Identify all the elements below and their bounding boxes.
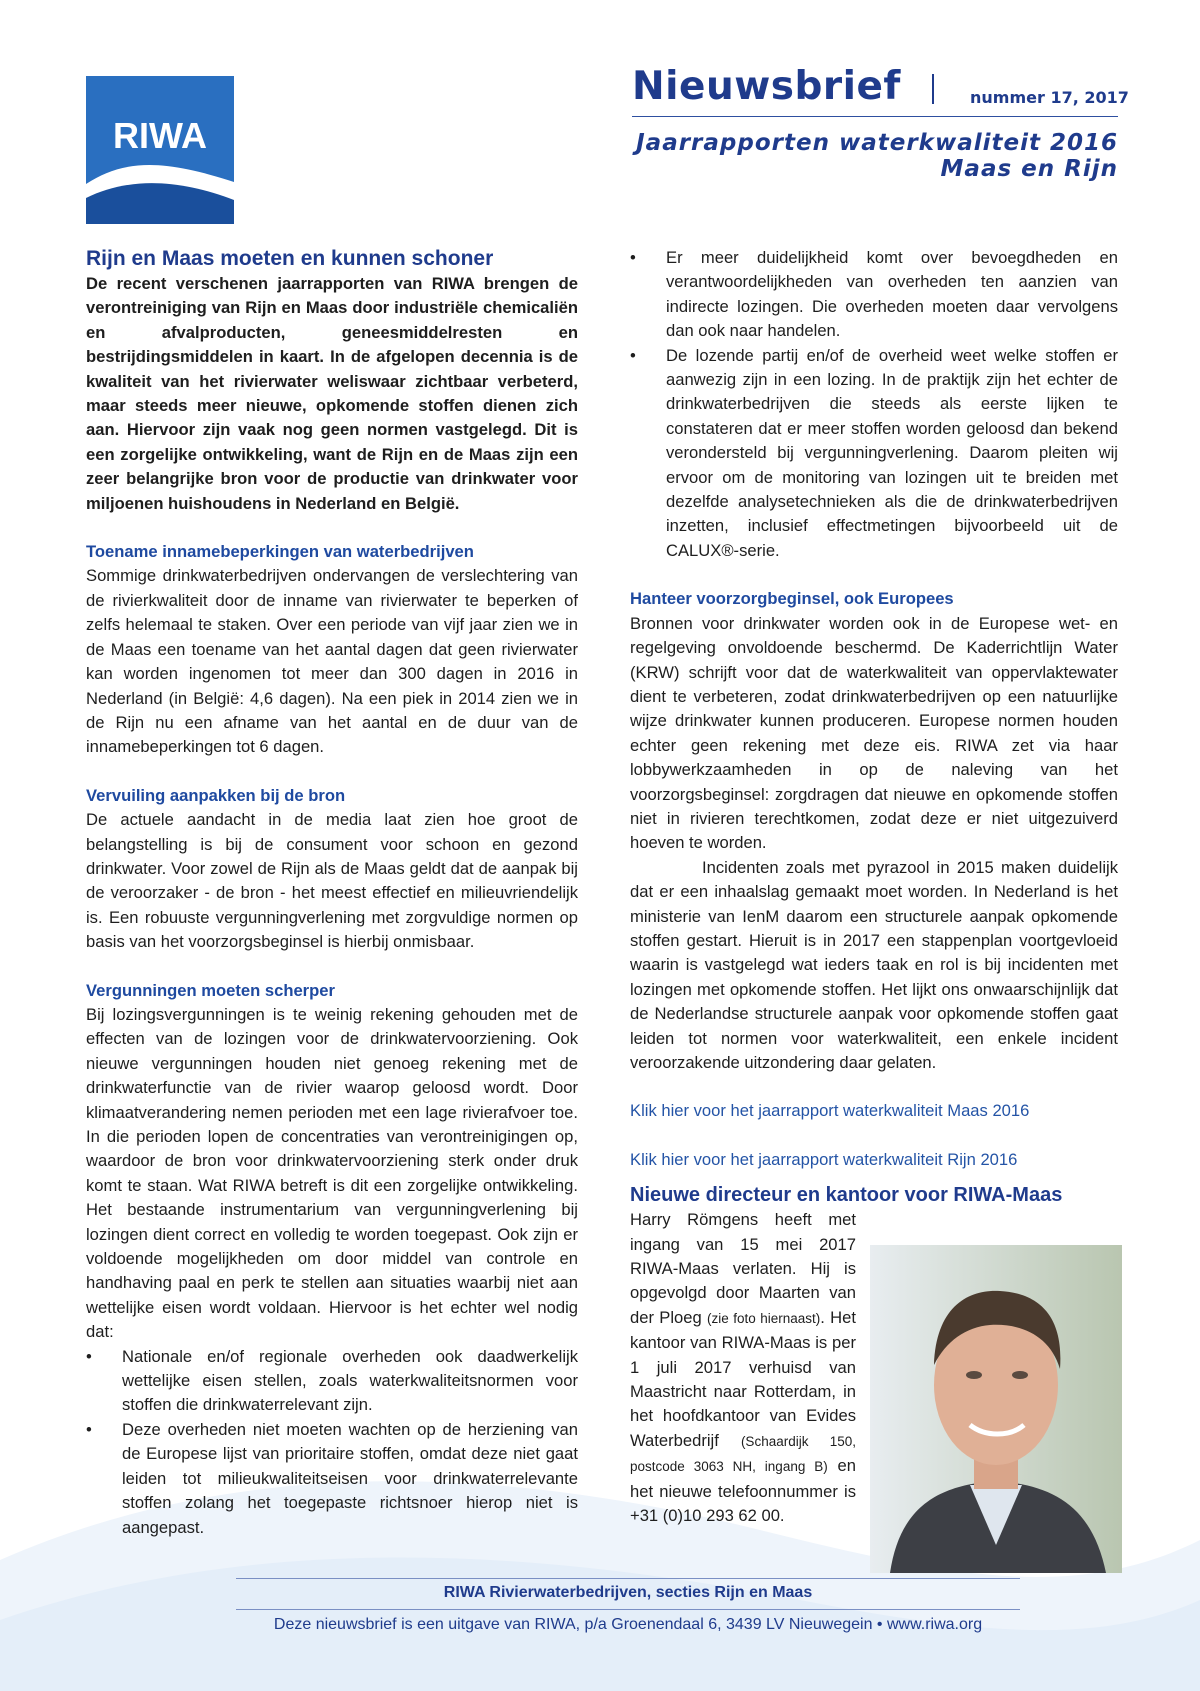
footer-rule-top (236, 1578, 1020, 1579)
section-heading-voorzorg: Hanteer voorzorgbeginsel, ook Europees (630, 589, 954, 609)
list-item: • Deze overheden niet moeten wachten op de herziening van de Europese lijst van prioritaire stoffen, omdat deze niet gaat leiden tot milieukwaliteitseisen voor drinkwaterrelevante stoffen zolang het toegepaste richtsnoer hierop niet is aangepast. (86, 1418, 578, 1540)
riwa-logo (86, 76, 234, 224)
section-text-voorzorg: Bronnen voor drinkwater worden ook in de Europese wet- en regelgeving onvoldoende beschermd. De Kaderrichtlijn Water (KRW) schrijft voor dat de waterkwaliteit van oppervlaktewater dient te verbeteren, zodat drinkwaterbedrijven op een natuurlijke wijze drinkwater kunnen produceren. Europese normen houden echter geen rekening met deze eis. RIWA zet via haar lobbywerkzaamheden in op de naleving van het voorzorgsbeginsel: zorgdragen dat nieuwe en opkomende stoffen niet in rivieren terechtkomen, zodat deze er niet uitgezuiverd hoeven te worden. (630, 613, 1118, 853)
footer-publisher: Deze nieuwsbrief is een uitgave van RIWA, p/a Groenendaal 6, 3439 LV Nieuwegein • www.riwa.org (273, 1616, 983, 1633)
list-item: • De lozende partij en/of de overheid weet welke stoffen er aanwezig zijn in een lozing. In de praktijk zijn het echter de drinkwaterbedrijven die steeds als eerste lijken te constateren dat er meer stoffen worden geloosd dan bekend verondersteld bij vergunningverlening. Daarom pleiten wij ervoor om de monitoring van lozingen uit te breiden met dezelfde analysetechnieken als die de drinkwaterbedrijven inzetten, inclusief effectmetingen bijvoorbeeld uit de CALUX®-serie. (630, 344, 1118, 564)
subtitle-line-1: Jaarrapporten waterkwaliteit 2016 (636, 130, 1118, 156)
newsletter-title: Nieuwsbrief (632, 64, 901, 109)
section-text-toename: Sommige drinkwaterbedrijven ondervangen de verslechtering van de rivierkwaliteit door de inname van rivierwater te beperken of zelfs helemaal te staken. Over een periode van vijf jaar zien we in de Maas een toename van het aantal dagen dat geen rivierwater kan worden ingenomen tot meer dan 300 dagen in 2016 in Nederland (in België: 4,6 dagen). Na een piek in 2014 zien we in de Rijn nu een afname van het aantal en de duur van de innamebeperkingen tot 6 dagen. (86, 566, 578, 757)
newsletter-subtitle (600, 130, 1118, 182)
list-item: • Er meer duidelijkheid komt over bevoegdheden en verantwoordelijkheden van overheden ten aanzien van indirecte lozingen. Die overheden moeten daar vervolgens dan ook naar handelen. (630, 246, 1118, 344)
section-heading-vergunningen: Vergunningen moeten scherper (86, 980, 335, 1000)
footer-organisation: RIWA Rivierwaterbedrijven, secties Rijn en Maas (443, 1584, 813, 1601)
header-rule (632, 116, 1118, 117)
svg-text:RIWA: RIWA (113, 115, 207, 156)
section-text-vervuiling: De actuele aandacht in de media laat zien hoe groot de belangstelling is bij de consument voor schoon en gezond drinkwater. Voor zowel de Rijn als de Maas geldt dat de aanpak bij de veroorzaker - de bron - het meest effectief en milieuvriendelijk is. Een robuuste vergunningverlening met zorgvuldige normen op basis van het voorzorgsbeginsel is hierbij onmisbaar. (86, 810, 578, 952)
issue-number: nummer 17, 2017 (970, 88, 1129, 107)
section-text-vergunningen: Bij lozingsvergunningen is te weinig rekening gehouden met de effecten van de lozingen voor de drinkwatervoorziening. Ook nieuwe vergunningen houden niet genoeg rekening met de drinkwaterfunctie van de rivier waarop geloosd wordt. Door klimaatverandering nemen perioden met een lage rivierafvoer toe. In die perioden lopen de concentraties van verontreinigingen op, waardoor de bron voor drinkwatervoorziening sterk onder druk komt te staan. Wat RIWA betreft is dit een zorgelijke ontwikkeling. Het bestaande instrumentarium van vergunningverlening bij lozingen dient correct en volledig te worden toegepast. Ook zijn er voldoende mogelijkheden om door middel van controle en handhaving paal en perk te stellen aan situaties waarbij niet aan wettelijke eisen wordt voldaan. Hiervoor is het echter wel nodig dat: (86, 1004, 578, 1342)
requirements-list-continued (630, 246, 1118, 563)
footer-rule-middle (236, 1609, 1020, 1610)
list-item: • Nationale en/of regionale overheden ook daadwerkelijk wettelijke eisen stellen, zoals waterkwaliteitsnormen voor stoffen die drinkwaterrelevant zijn. (86, 1345, 578, 1418)
left-column (86, 246, 578, 1540)
section-heading-directeur: Nieuwe directeur en kantoor voor RIWA-Maas (630, 1184, 1063, 1207)
director-portrait (870, 1245, 1122, 1573)
link-jaarrapport-maas[interactable]: Klik hier voor het jaarrapport waterkwaliteit Maas 2016 (630, 1101, 1030, 1121)
subtitle-line-2: Maas en Rijn (940, 156, 1118, 182)
requirements-list (86, 1345, 578, 1540)
section-text-directeur: Harry Römgens heeft met ingang van 15 mei 2017 RIWA-Maas verlaten. Hij is opgevolgd door Maarten van der Ploeg (zie foto hiernaast). Het kantoor van RIWA-Maas is per 1 juli 2017 verhuisd van Maastricht naar Rotterdam, in het hoofdkantoor van Evides Waterbedrijf (Schaardijk 150, postcode 3063 NH, ingang B) en het nieuwe telefoonnummer is +31 (0)10 293 62 00. (630, 1210, 856, 1526)
title-divider (932, 74, 934, 104)
link-jaarrapport-rijn[interactable]: Klik hier voor het jaarrapport waterkwaliteit Rijn 2016 (630, 1149, 1018, 1169)
section-heading-toename: Toename innamebeperkingen van waterbedrijven (86, 542, 474, 562)
article-heading: Rijn en Maas moeten en kunnen schoner (86, 247, 494, 270)
section-text-incidenten: Incidenten zoals met pyrazool in 2015 maken duidelijk dat er een inhaalslag gemaakt moet worden. In Nederland is het ministerie van IenM daarom een structurele aanpak opkomende stoffen gestart. Hieruit is in 2017 een stappenplan voortgevloeid waarin is vastgelegd wat ieders taak en rol is bij incidenten met lozingen met opkomende stoffen. Het lijkt ons onwaarschijnlijk dat de Nederlandse structurele aanpak voor opkomende stoffen gaat leiden tot normen voor waterkwaliteit, een enkele incident veroorzakende uitzondering daar gelaten. (630, 857, 1118, 1072)
section-heading-vervuiling: Vervuiling aanpakken bij de bron (86, 785, 346, 805)
lead-paragraph: De recent verschenen jaarrapporten van RIWA brengen de verontreiniging van Rijn en Maas door industriële chemicaliën en afvalproducten, geneesmiddelresten en bestrijdingsmiddelen in kaart. In de afgelopen decennia is de kwaliteit van het rivierwater weliswaar zichtbaar verbeterd, maar steeds meer nieuwe, opkomende stoffen dienen zich aan. Hiervoor zijn vaak nog geen normen vastgelegd. Dit is een zorgelijke ontwikkeling, want de Rijn en de Maas zijn een zeer belangrijke bron voor de productie van drinkwater voor miljoenen huishoudens in Nederland en België. (86, 274, 578, 513)
